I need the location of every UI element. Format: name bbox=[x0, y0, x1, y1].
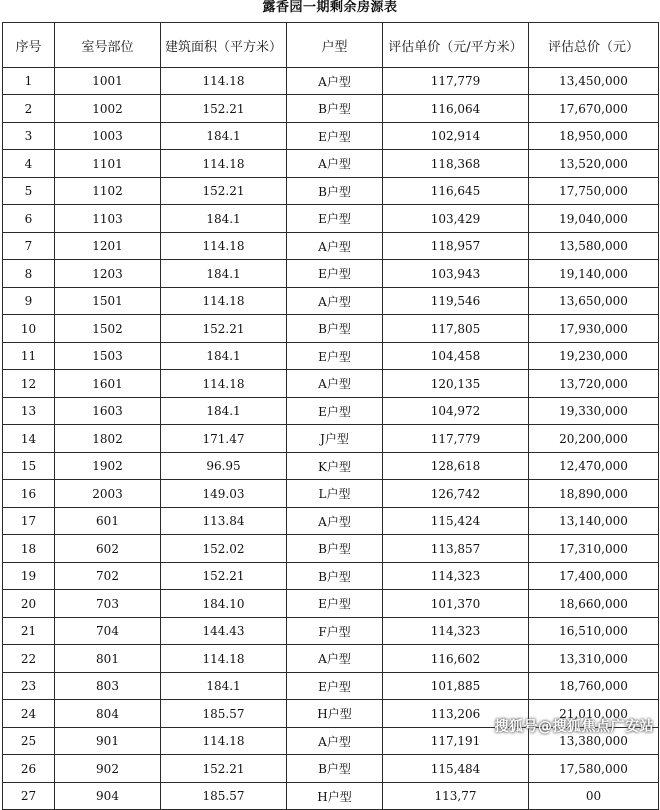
row-area: 114.18 bbox=[161, 370, 287, 398]
row-type: E户型 bbox=[287, 260, 383, 288]
row-unit: 1902 bbox=[55, 453, 161, 480]
row-index: 8 bbox=[3, 260, 55, 288]
row-total-price: 18,890,000 bbox=[529, 480, 659, 508]
header-total-price: 评估总价（元） bbox=[529, 23, 659, 68]
row-unit: 803 bbox=[55, 673, 161, 700]
row-unit: 1203 bbox=[55, 260, 161, 288]
table-row bbox=[3, 425, 659, 453]
header-row bbox=[3, 23, 659, 68]
row-index: 14 bbox=[3, 425, 55, 453]
row-unit-price: 115,424 bbox=[383, 508, 529, 535]
table-row bbox=[3, 123, 659, 150]
page-title: 露香园一期剩余房源表 bbox=[262, 0, 398, 15]
row-type: E户型 bbox=[287, 398, 383, 425]
table-row bbox=[3, 233, 659, 260]
row-type: H户型 bbox=[287, 700, 383, 728]
row-area: 184.1 bbox=[161, 398, 287, 425]
row-unit: 1003 bbox=[55, 123, 161, 150]
row-index: 12 bbox=[3, 370, 55, 398]
row-unit-price: 117,779 bbox=[383, 68, 529, 95]
row-unit-price: 117,779 bbox=[383, 425, 529, 453]
row-index: 5 bbox=[3, 178, 55, 205]
row-unit: 804 bbox=[55, 700, 161, 728]
row-type: K户型 bbox=[287, 453, 383, 480]
row-unit-price: 114,323 bbox=[383, 563, 529, 590]
row-index: 10 bbox=[3, 315, 55, 343]
table-row bbox=[3, 590, 659, 618]
row-unit-price: 117,805 bbox=[383, 315, 529, 343]
row-index: 11 bbox=[3, 343, 55, 370]
row-unit-price: 113,77 bbox=[383, 783, 529, 810]
row-unit-price: 101,370 bbox=[383, 590, 529, 618]
row-index: 16 bbox=[3, 480, 55, 508]
row-total-price: 13,520,000 bbox=[529, 150, 659, 178]
row-unit: 1503 bbox=[55, 343, 161, 370]
row-total-price: 13,310,000 bbox=[529, 645, 659, 673]
row-area: 185.57 bbox=[161, 783, 287, 810]
row-total-price: 17,930,000 bbox=[529, 315, 659, 343]
row-unit: 904 bbox=[55, 783, 161, 810]
row-area: 171.47 bbox=[161, 425, 287, 453]
row-index: 21 bbox=[3, 618, 55, 645]
row-total-price: 19,040,000 bbox=[529, 205, 659, 233]
row-total-price: 20,200,000 bbox=[529, 425, 659, 453]
row-index: 26 bbox=[3, 755, 55, 783]
row-total-price: 12,470,000 bbox=[529, 453, 659, 480]
header-index: 序号 bbox=[3, 23, 55, 68]
row-type: A户型 bbox=[287, 728, 383, 755]
header-unit-price: 评估单价（元/平方米） bbox=[383, 23, 529, 68]
row-unit: 1802 bbox=[55, 425, 161, 453]
table-row bbox=[3, 755, 659, 783]
row-unit-price: 103,429 bbox=[383, 205, 529, 233]
row-area: 185.57 bbox=[161, 700, 287, 728]
row-unit: 704 bbox=[55, 618, 161, 645]
row-unit-price: 118,957 bbox=[383, 233, 529, 260]
row-index: 13 bbox=[3, 398, 55, 425]
row-unit-price: 102,914 bbox=[383, 123, 529, 150]
row-type: E户型 bbox=[287, 673, 383, 700]
row-type: B户型 bbox=[287, 95, 383, 123]
row-area: 149.03 bbox=[161, 480, 287, 508]
row-unit-price: 128,618 bbox=[383, 453, 529, 480]
row-unit: 1001 bbox=[55, 68, 161, 95]
row-unit: 2003 bbox=[55, 480, 161, 508]
row-area: 114.18 bbox=[161, 645, 287, 673]
row-index: 20 bbox=[3, 590, 55, 618]
row-area: 184.1 bbox=[161, 205, 287, 233]
table-row bbox=[3, 480, 659, 508]
header-area: 建筑面积（平方米） bbox=[161, 23, 287, 68]
row-type: A户型 bbox=[287, 233, 383, 260]
table-row bbox=[3, 315, 659, 343]
row-unit-price: 113,857 bbox=[383, 535, 529, 563]
row-total-price: 19,230,000 bbox=[529, 343, 659, 370]
row-type: A户型 bbox=[287, 288, 383, 315]
row-unit: 901 bbox=[55, 728, 161, 755]
row-unit: 702 bbox=[55, 563, 161, 590]
row-total-price: 16,510,000 bbox=[529, 618, 659, 645]
row-index: 23 bbox=[3, 673, 55, 700]
row-total-price: 13,650,000 bbox=[529, 288, 659, 315]
row-unit-price: 116,602 bbox=[383, 645, 529, 673]
row-unit-price: 120,135 bbox=[383, 370, 529, 398]
row-area: 152.21 bbox=[161, 178, 287, 205]
table-row bbox=[3, 150, 659, 178]
row-index: 25 bbox=[3, 728, 55, 755]
row-total-price: 19,330,000 bbox=[529, 398, 659, 425]
table-row bbox=[3, 618, 659, 645]
table-row bbox=[3, 508, 659, 535]
row-type: E户型 bbox=[287, 343, 383, 370]
row-area: 184.1 bbox=[161, 260, 287, 288]
row-unit-price: 119,546 bbox=[383, 288, 529, 315]
row-area: 113.84 bbox=[161, 508, 287, 535]
row-type: A户型 bbox=[287, 370, 383, 398]
row-type: B户型 bbox=[287, 315, 383, 343]
row-total-price: 17,670,000 bbox=[529, 95, 659, 123]
row-total-price: 17,310,000 bbox=[529, 535, 659, 563]
row-unit: 1103 bbox=[55, 205, 161, 233]
row-index: 24 bbox=[3, 700, 55, 728]
row-area: 114.18 bbox=[161, 233, 287, 260]
table-row bbox=[3, 673, 659, 700]
row-type: L户型 bbox=[287, 480, 383, 508]
row-type: E户型 bbox=[287, 205, 383, 233]
row-type: E户型 bbox=[287, 590, 383, 618]
row-index: 6 bbox=[3, 205, 55, 233]
row-unit-price: 113,206 bbox=[383, 700, 529, 728]
table-row bbox=[3, 645, 659, 673]
row-total-price: 18,660,000 bbox=[529, 590, 659, 618]
row-type: E户型 bbox=[287, 123, 383, 150]
row-index: 22 bbox=[3, 645, 55, 673]
row-unit-price: 118,368 bbox=[383, 150, 529, 178]
table-row bbox=[3, 453, 659, 480]
row-type: F户型 bbox=[287, 618, 383, 645]
row-unit: 1501 bbox=[55, 288, 161, 315]
row-total-price: 18,950,000 bbox=[529, 123, 659, 150]
row-type: J户型 bbox=[287, 425, 383, 453]
row-unit: 1603 bbox=[55, 398, 161, 425]
row-unit-price: 116,645 bbox=[383, 178, 529, 205]
table-row bbox=[3, 205, 659, 233]
row-type: A户型 bbox=[287, 508, 383, 535]
row-type: A户型 bbox=[287, 68, 383, 95]
row-area: 114.18 bbox=[161, 150, 287, 178]
row-total-price: 17,400,000 bbox=[529, 563, 659, 590]
table-row bbox=[3, 343, 659, 370]
row-area: 184.1 bbox=[161, 673, 287, 700]
row-area: 184.10 bbox=[161, 590, 287, 618]
row-unit: 601 bbox=[55, 508, 161, 535]
header-unit: 室号部位 bbox=[55, 23, 161, 68]
row-area: 152.21 bbox=[161, 95, 287, 123]
row-index: 9 bbox=[3, 288, 55, 315]
row-total-price: 00 bbox=[529, 783, 659, 810]
row-area: 152.21 bbox=[161, 315, 287, 343]
row-unit: 801 bbox=[55, 645, 161, 673]
row-area: 114.18 bbox=[161, 288, 287, 315]
row-total-price: 13,450,000 bbox=[529, 68, 659, 95]
table-row bbox=[3, 260, 659, 288]
row-unit: 703 bbox=[55, 590, 161, 618]
row-area: 152.21 bbox=[161, 563, 287, 590]
row-index: 15 bbox=[3, 453, 55, 480]
row-unit: 1502 bbox=[55, 315, 161, 343]
row-index: 17 bbox=[3, 508, 55, 535]
row-total-price: 13,580,000 bbox=[529, 233, 659, 260]
row-total-price: 17,580,000 bbox=[529, 755, 659, 783]
row-area: 184.1 bbox=[161, 123, 287, 150]
row-unit: 1601 bbox=[55, 370, 161, 398]
table-row bbox=[3, 178, 659, 205]
row-type: A户型 bbox=[287, 645, 383, 673]
housing-table bbox=[2, 22, 659, 810]
row-area: 114.18 bbox=[161, 68, 287, 95]
row-type: B户型 bbox=[287, 563, 383, 590]
row-unit: 1102 bbox=[55, 178, 161, 205]
table-row bbox=[3, 370, 659, 398]
watermark-text: 搜狐号@搜狐焦点广安站 bbox=[494, 719, 654, 735]
row-unit: 1201 bbox=[55, 233, 161, 260]
row-unit: 1002 bbox=[55, 95, 161, 123]
table-row bbox=[3, 68, 659, 95]
table-row bbox=[3, 563, 659, 590]
row-unit: 1101 bbox=[55, 150, 161, 178]
row-type: B户型 bbox=[287, 755, 383, 783]
table-row bbox=[3, 95, 659, 123]
row-unit: 602 bbox=[55, 535, 161, 563]
row-index: 1 bbox=[3, 68, 55, 95]
row-type: B户型 bbox=[287, 178, 383, 205]
row-index: 7 bbox=[3, 233, 55, 260]
row-total-price: 21,010,000 bbox=[529, 700, 659, 728]
table-row bbox=[3, 398, 659, 425]
row-unit-price: 101,885 bbox=[383, 673, 529, 700]
row-total-price: 13,140,000 bbox=[529, 508, 659, 535]
row-area: 152.21 bbox=[161, 755, 287, 783]
row-index: 4 bbox=[3, 150, 55, 178]
row-type: B户型 bbox=[287, 535, 383, 563]
row-index: 19 bbox=[3, 563, 55, 590]
row-unit-price: 115,484 bbox=[383, 755, 529, 783]
row-index: 2 bbox=[3, 95, 55, 123]
header-type: 户型 bbox=[287, 23, 383, 68]
row-area: 114.18 bbox=[161, 728, 287, 755]
row-area: 144.43 bbox=[161, 618, 287, 645]
row-unit-price: 114,323 bbox=[383, 618, 529, 645]
row-total-price: 13,380,000 bbox=[529, 728, 659, 755]
row-unit-price: 126,742 bbox=[383, 480, 529, 508]
row-unit: 902 bbox=[55, 755, 161, 783]
row-total-price: 18,760,000 bbox=[529, 673, 659, 700]
table-row bbox=[3, 783, 659, 810]
row-index: 3 bbox=[3, 123, 55, 150]
row-unit-price: 104,972 bbox=[383, 398, 529, 425]
row-area: 184.1 bbox=[161, 343, 287, 370]
row-unit-price: 104,458 bbox=[383, 343, 529, 370]
row-total-price: 19,140,000 bbox=[529, 260, 659, 288]
row-type: A户型 bbox=[287, 150, 383, 178]
row-type: H户型 bbox=[287, 783, 383, 810]
row-total-price: 17,750,000 bbox=[529, 178, 659, 205]
row-total-price: 13,720,000 bbox=[529, 370, 659, 398]
row-index: 27 bbox=[3, 783, 55, 810]
table-row bbox=[3, 288, 659, 315]
row-area: 96.95 bbox=[161, 453, 287, 480]
row-unit-price: 103,943 bbox=[383, 260, 529, 288]
row-unit-price: 116,064 bbox=[383, 95, 529, 123]
row-index: 18 bbox=[3, 535, 55, 563]
table-row bbox=[3, 535, 659, 563]
table-body bbox=[3, 68, 659, 810]
row-unit-price: 117,191 bbox=[383, 728, 529, 755]
row-area: 152.02 bbox=[161, 535, 287, 563]
